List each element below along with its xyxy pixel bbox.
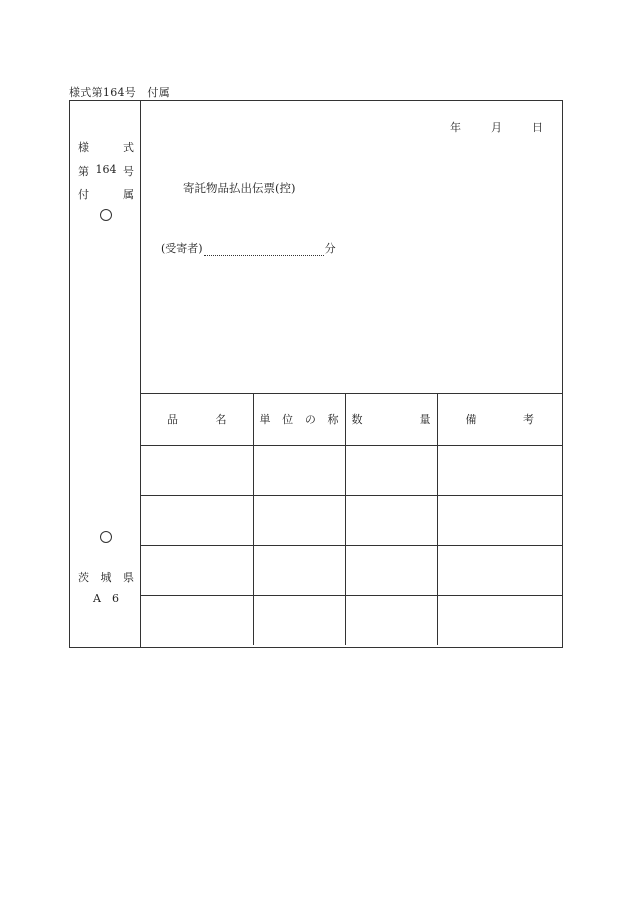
header-unit-name: 単 位 の 称 [253,394,345,445]
cell-quantity[interactable] [345,495,437,545]
cell-unit-name[interactable] [253,545,345,595]
cell-unit-name[interactable] [253,445,345,495]
punch-hole-circle-bottom [100,531,112,543]
recipient-blank[interactable] [204,243,324,256]
cell-item-name[interactable] [141,595,253,645]
side-text-line-2: 第 164 号 [78,163,134,178]
punch-hole-circle-top [100,209,112,221]
cell-item-name[interactable] [141,495,253,545]
slip-title: 寄託物品払出伝票(控) [183,181,296,195]
side-column [70,101,141,647]
date-month-label: 月 [491,121,502,134]
table-row [141,445,562,495]
cell-remarks[interactable] [437,495,562,545]
cell-item-name[interactable] [141,445,253,495]
header-quantity: 数 量 [345,394,437,445]
form-number-label: 様式第164号 付属 [69,86,170,99]
side-text-line-1: 様 式 [78,141,134,154]
table-row [141,495,562,545]
items-table [141,394,562,645]
cell-quantity[interactable] [345,595,437,645]
date-year-label: 年 [450,121,461,134]
cell-unit-name[interactable] [253,595,345,645]
side-text-line-4: 茨 城 県 [78,571,134,584]
cell-quantity[interactable] [345,445,437,495]
date-line [450,119,543,135]
cell-unit-name[interactable] [253,495,345,545]
header-remarks: 備 考 [437,394,562,445]
cell-remarks[interactable] [437,445,562,495]
slip-upper-pane [141,101,562,394]
header-item-name: 品 名 [167,413,227,427]
cell-remarks[interactable] [437,545,562,595]
table-row [141,545,562,595]
cell-remarks[interactable] [437,595,562,645]
date-day-label: 日 [532,121,543,134]
recipient-suffix: 分 [324,242,336,255]
cell-quantity[interactable] [345,545,437,595]
recipient-line [161,240,336,256]
table-header-row [141,394,562,445]
side-text-line-5: A 6 [93,592,119,605]
side-text-line-3: 付 属 [78,188,134,201]
cell-item-name[interactable] [141,545,253,595]
form-frame [69,100,563,648]
table-row [141,595,562,645]
recipient-label: (受寄者) [161,242,203,255]
